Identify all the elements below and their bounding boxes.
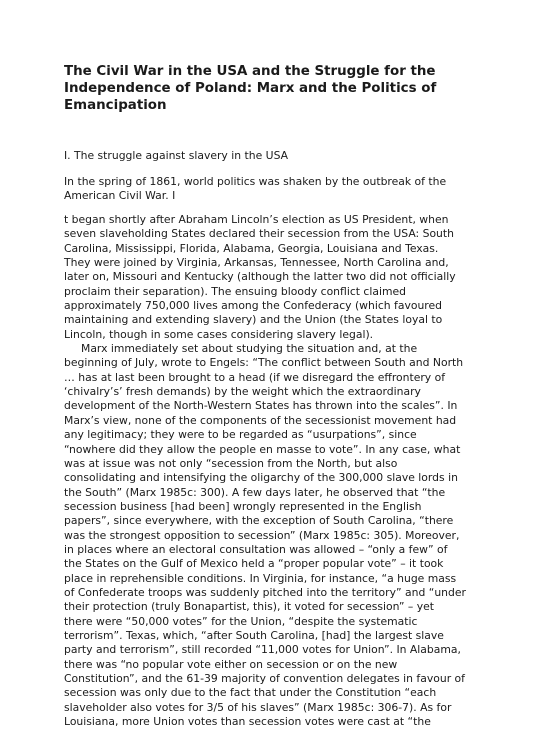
text-line: American Civil War. I (64, 189, 176, 203)
document-title (64, 63, 484, 114)
text-line: of Confederate troops was suddenly pitched into the territory” and “under (64, 585, 466, 599)
text-line: terrorism”. Texas, which, “after South Carolina, [had] the largest slave (64, 628, 444, 642)
title-line: Independence of Poland: Marx and the Politics of (64, 81, 437, 96)
text-line: Louisiana, more Union votes than secession votes were cast at “the (64, 715, 431, 729)
text-line: their protection (truly Bonapartist, this), it voted for secession” – yet (64, 600, 435, 614)
text-line: any legitimacy; they were to be regarded as “usurpations”, since (64, 428, 417, 442)
text-line: approximately 750,000 lives among the Confederacy (which favoured (64, 299, 442, 313)
text-line: Marx’s view, none of the components of the secessionist movement had (64, 413, 457, 427)
text-line: party and terrorism”, still recorded “11,000 votes for Union”. In Alabama, (64, 643, 461, 657)
text-line: seven slaveholding States declared their secession from the USA: South (64, 227, 454, 241)
text-line: In the spring of 1861, world politics was shaken by the outbreak of the (64, 175, 447, 188)
text-line: Carolina, Mississippi, Florida, Alabama, Georgia, Louisiana and Texas. (64, 241, 439, 255)
text-line: place in reprehensible conditions. In Virginia, for instance, “a huge mass (64, 571, 457, 585)
text-line: there were “50,000 votes” for the Union, “despite the systematic (64, 614, 418, 628)
title-line: The Civil War in the USA and the Struggle for the (64, 64, 436, 79)
text-line: the States on the Gulf of Mexico held a “proper popular vote” – it took (64, 557, 444, 571)
text-line: was at issue was not only “secession from the North, but also (64, 456, 398, 470)
text-line: papers”, since everywhere, with the exception of South Carolina, “there (64, 514, 454, 528)
title-line: Emancipation (64, 98, 167, 113)
text-line: secession business [had been] wrongly represented in the English (64, 499, 422, 513)
text-line: the South” (Marx 1985c: 300). A few days later, he observed that “the (64, 485, 446, 499)
text-line: t began shortly after Abraham Lincoln’s election as US President, when (64, 213, 449, 226)
text-line: Lincoln, though in some cases considering slavery legal). (64, 327, 374, 341)
body-text (64, 213, 466, 729)
text-line: maintaining and extending slavery) and the Union (the States loyal to (64, 313, 443, 327)
text-line: there was “no popular vote either on secession or on the new (64, 657, 398, 671)
text-line: development of the North-Western States has thrown into the scales”. In (64, 399, 458, 413)
text-line: slaveholder also votes for 3/5 of his slaves” (Marx 1985c: 306-7). As for (64, 700, 452, 714)
text-line: consolidating and intensifying the oligarchy of the 300,000 slave lords in (64, 471, 458, 485)
intro-paragraph (64, 175, 446, 204)
text-line: … has at last been brought to a head (if we disregard the effrontery of (64, 370, 446, 384)
text-line: beginning of July, wrote to Engels: “The conflict between South and North (64, 356, 464, 370)
text-line: was the strongest opposition to secession” (Marx 1985c: 305). Moreover, (64, 528, 460, 542)
text-line: later on, Missouri and Kentucky (although the latter two did not officially (64, 270, 456, 284)
text-line: in places where an electoral consultation was allowed – “only a few” of (64, 542, 448, 556)
text-line: secession was only due to the fact that under the Constitution “each (64, 686, 437, 700)
text-line: “nowhere did they allow the people en masse to vote”. In any case, what (64, 442, 461, 456)
text-line: Marx immediately set about studying the situation and, at the (81, 342, 418, 356)
text-line: proclaim their separation). The ensuing bloody conflict claimed (64, 284, 406, 298)
text-line: Constitution”, and the 61-39 majority of convention delegates in favour of (64, 672, 465, 685)
text-line: ‘chivalry’s’ fresh demands) by the weight which the extraordinary (64, 385, 421, 399)
text-line: They were joined by Virginia, Arkansas, Tennessee, North Carolina and, (64, 256, 449, 270)
section-heading: I. The struggle against slavery in the USA (64, 149, 289, 162)
